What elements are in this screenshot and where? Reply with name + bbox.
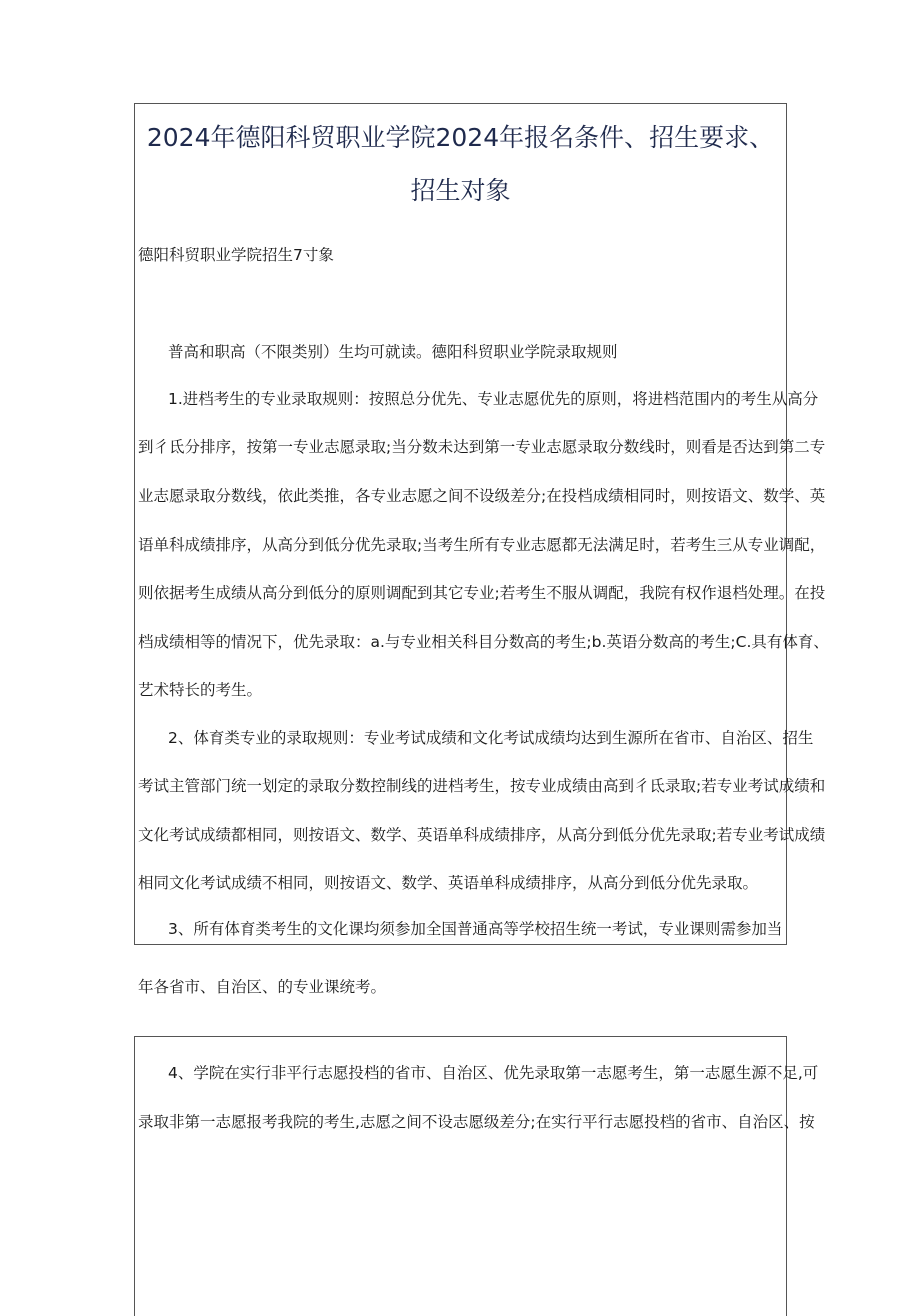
- paragraph-line: 文化考试成绩都相同，则按语文、数学、英语单科成绩排序，从高分到低分优先录取;若专业考试成绩: [138, 826, 826, 844]
- paragraph-line: 录取非第一志愿报考我院的考生,志愿之间不设志愿级差分;在实行平行志愿投档的省市、自治区、按: [138, 1113, 815, 1131]
- paragraph-line: 到彳氐分排序，按第一专业志愿录取;当分数未达到第一专业志愿录取分数线时，则看是否达到第二专: [138, 438, 826, 456]
- paragraph-line: 3、所有体育类考生的文化课均须参加全国普通高等学校招生统一考试，专业课则需参加当: [168, 920, 783, 938]
- document-subtitle: 德阳科贸职业学院招生7寸象: [138, 246, 334, 264]
- paragraph-line: 2、体育类专业的录取规则：专业考试成绩和文化考试成绩均达到生源所在省市、自治区、招生: [168, 729, 814, 747]
- paragraph-line: 1.进档考生的专业录取规则：按照总分优先、专业志愿优先的原则，将进档范围内的考生从高分: [168, 390, 819, 408]
- paragraph-line: 普高和职高（不限类别）生均可就读。德阳科贸职业学院录取规则: [168, 343, 618, 361]
- paragraph-line: 考试主管部门统一划定的录取分数控制线的进档考生，按专业成绩由高到彳氐录取;若专业考试成绩和: [138, 777, 826, 795]
- paragraph-line: 艺术特长的考生。: [138, 681, 263, 699]
- paragraph-line: 4、学院在实行非平行志愿投档的省市、自治区、优先录取第一志愿考生，第一志愿生源不足,可: [168, 1064, 819, 1082]
- paragraph-line: 业志愿录取分数线，依此类推，各专业志愿之间不设级差分;在投档成绩相同时，则按语文、数学、英: [138, 487, 826, 505]
- page-frame-1: [134, 103, 829, 945]
- paragraph-line: 档成绩相等的情况下，优先录取：a.与专业相关科目分数高的考生;b.英语分数高的考生;C.具有体育、: [138, 633, 829, 651]
- paragraph-line: 相同文化考试成绩不相同，则按语文、数学、英语单科成绩排序，从高分到低分优先录取。: [138, 874, 759, 892]
- paragraph-line: 语单科成绩排序，从高分到低分优先录取;当考生所有专业志愿都无法满足时，若考生三从专业调配，: [138, 536, 826, 554]
- document-title-line-1: 2024年德阳科贸职业学院2024年报名条件、招生要求、: [146, 123, 775, 152]
- paragraph-line: 则依据考生成绩从高分到低分的原则调配到其它专业;若考生不服从调配，我院有权作退档处理。在投: [138, 584, 826, 602]
- document-title-line-2: 招生对象: [410, 176, 511, 205]
- paragraph-line: 年各省市、自治区、的专业课统考。: [138, 978, 387, 996]
